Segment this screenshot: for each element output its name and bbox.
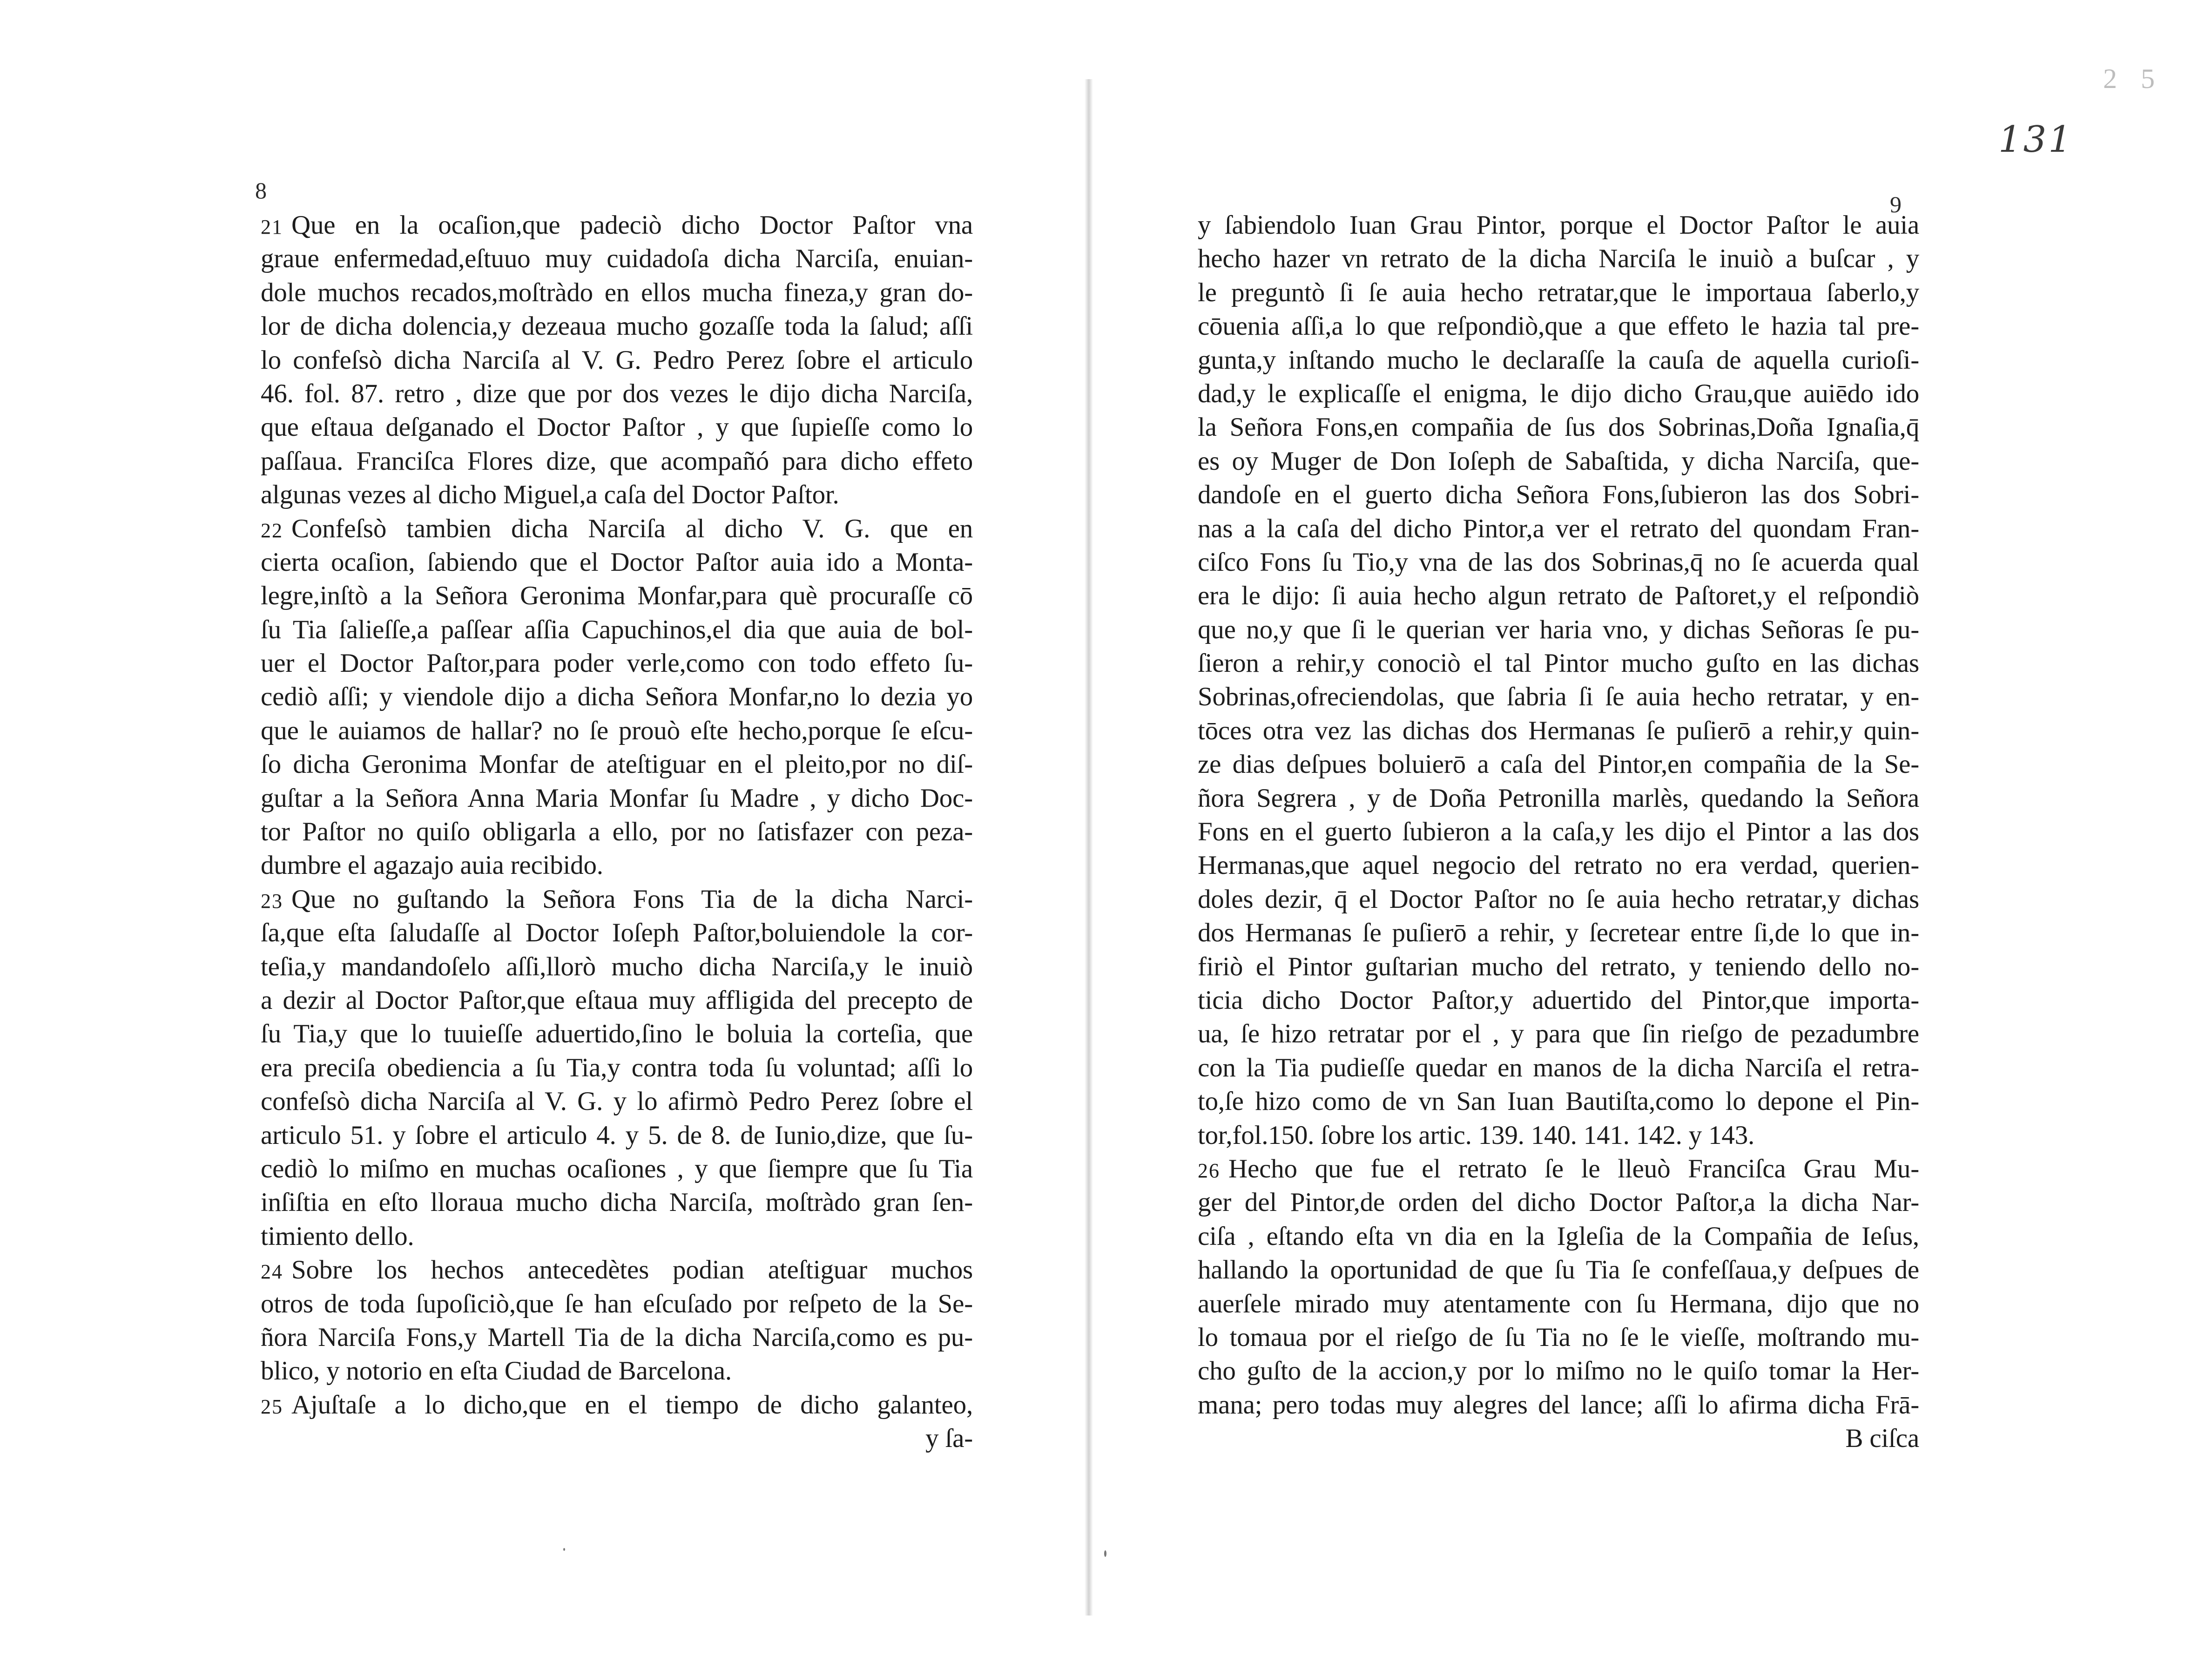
text-line bbox=[261, 680, 973, 714]
line-text: ſa,que eſta ſaludaſſe al Doctor Ioſeph Paſtor,boluiendole la cor- bbox=[261, 918, 973, 948]
line-text: ſu Tia ſalieſſe,a paſſear aſſia Capuchinos,el dia que auia de bol- bbox=[261, 615, 973, 644]
text-line bbox=[261, 1119, 973, 1152]
text-line bbox=[1198, 883, 1919, 916]
right-page bbox=[1093, 0, 2212, 1663]
line-text: cediò aſſi; y viendole dijo a dicha Señora Monfar,no lo dezia yo bbox=[261, 682, 973, 712]
text-line bbox=[261, 714, 973, 748]
line-text: era preciſa obediencia a ſu Tia,y contra toda ſu voluntad; aſſi lo bbox=[261, 1053, 973, 1082]
line-text: B ciſca bbox=[1845, 1424, 1919, 1453]
line-text: que le auiamos de hallar? no ſe prouò eſte hecho,porque ſe eſcu- bbox=[261, 716, 973, 745]
paragraph-number: 22 bbox=[261, 519, 283, 542]
line-text: tor Paſtor no quiſo obligarla a ello, por no ſatisfazer con peza- bbox=[261, 817, 973, 847]
line-text: articulo 51. y ſobre el articulo 4. y 5. de 8. de Iunio,dize, que ſu- bbox=[261, 1120, 973, 1150]
line-text: ciſco Fons ſu Tio,y vna de las dos Sobrinas,q̄ no ſe acuerda qual bbox=[1198, 547, 1919, 577]
line-text: era le dijo: ſi auia hecho algun retrato de Paſtoret,y el reſpondiò bbox=[1198, 581, 1919, 611]
line-text: lo confeſsò dicha Narciſa al V. G. Pedro Perez ſobre el articulo bbox=[261, 345, 973, 375]
line-text: ger del Pintor,de orden del dicho Doctor Paſtor,a la dicha Nar- bbox=[1198, 1188, 1919, 1217]
text-line bbox=[1198, 276, 1919, 310]
text-line bbox=[1198, 209, 1919, 242]
line-text: cediò lo miſmo en muchas ocaſiones , y que ſiempre que ſu Tia bbox=[261, 1154, 973, 1183]
line-text: nas a la caſa del dicho Pintor,a ver el retrato del quondam Fran- bbox=[1198, 514, 1919, 543]
line-text: inſiſtia en eſto lloraua mucho dicha Narciſa, moſtràdo gran ſen- bbox=[261, 1188, 973, 1217]
text-line bbox=[261, 411, 973, 444]
text-line bbox=[1198, 1388, 1919, 1422]
text-line bbox=[261, 748, 973, 781]
line-text: ze dias deſpues boluierō a caſa del Pintor,en compañia de la Se- bbox=[1198, 750, 1919, 779]
line-text: ſu Tia,y que lo tuuieſſe aduertido,ſino le boluia la corteſia, que bbox=[261, 1019, 973, 1049]
text-line bbox=[1198, 1321, 1919, 1354]
line-text: ſieron a rehir,y conociò el tal Pintor mucho guſto en las dichas bbox=[1198, 649, 1919, 678]
text-line bbox=[261, 782, 973, 815]
text-line bbox=[1198, 748, 1919, 781]
paper-speck bbox=[563, 1548, 565, 1551]
text-line bbox=[261, 849, 973, 882]
line-text: cierta ocaſion, ſabiendo que el Doctor Paſtor auia ido a Monta- bbox=[261, 547, 973, 577]
text-line bbox=[261, 276, 973, 310]
line-text: Sobrinas,ofreciendolas, que ſabria ſi ſe auia hecho retratar, y en- bbox=[1198, 682, 1919, 712]
text-line bbox=[261, 209, 973, 242]
line-text: ñora Segrera , y de Doña Petronilla marlès, quedando la Señora bbox=[1198, 783, 1919, 813]
paper-speck bbox=[1104, 1550, 1106, 1557]
line-text: cho guſto de la accion,y por lo miſmo no le quiſo tomar la Her- bbox=[1198, 1356, 1919, 1386]
line-text: Hermanas,que aquel negocio del retrato no era verdad, querien- bbox=[1198, 851, 1919, 880]
line-text: confeſsò dicha Narciſa al V. G. y lo afirmò Pedro Perez ſobre el bbox=[261, 1087, 973, 1116]
line-text: dole muchos recados,moſtràdo en ellos mucha fineza,y gran do- bbox=[261, 277, 973, 307]
text-line bbox=[261, 1422, 973, 1455]
text-line bbox=[1198, 1186, 1919, 1219]
text-line bbox=[1198, 916, 1919, 950]
text-line bbox=[1198, 377, 1919, 411]
text-line bbox=[1198, 1287, 1919, 1321]
line-text: ñora Narciſa Fons,y Martell Tia de la dicha Narciſa,como es pu- bbox=[261, 1322, 973, 1352]
line-text: es oy Muger de Don Ioſeph de Sabaſtida, y dicha Narciſa, que- bbox=[1198, 446, 1919, 476]
line-text: 46. fol. 87. retro , dize que por dos vezes le dijo dicha Narciſa, bbox=[261, 379, 973, 408]
text-line bbox=[261, 512, 973, 546]
line-text: guſtar a la Señora Anna Maria Monfar ſu Madre , y dicho Doc- bbox=[261, 783, 973, 813]
text-line bbox=[1198, 445, 1919, 478]
line-text: que no,y que ſi le querian ver haria vno, y dichas Señoras ſe pu- bbox=[1198, 615, 1919, 644]
text-line bbox=[261, 1388, 973, 1422]
line-text: le preguntò ſi ſe auia hecho retratar,que le importaua ſaberlo,y bbox=[1198, 277, 1919, 307]
line-text: Confeſsò tambien dicha Narciſa al dicho V. G. que en bbox=[291, 514, 973, 543]
text-line bbox=[261, 1152, 973, 1186]
line-text: dandoſe en el guerto dicha Señora Fons,ſubieron las dos Sobri- bbox=[1198, 480, 1919, 510]
paragraph-number: 24 bbox=[261, 1260, 283, 1284]
text-line bbox=[261, 1017, 973, 1051]
line-text: paſſaua. Franciſca Flores dize, que acompañó para dicho effeto bbox=[261, 446, 973, 476]
line-text: a dezir al Doctor Paſtor,que eſtaua muy affligida del precepto de bbox=[261, 985, 973, 1015]
line-text: y ſa- bbox=[925, 1424, 973, 1453]
line-text: otros de toda ſupoſiciò,que ſe han eſcuſado por reſpeto de la Se- bbox=[261, 1289, 973, 1318]
line-text: ticia dicho Doctor Paſtor,y aduertido del Pintor,que importa- bbox=[1198, 985, 1919, 1015]
line-text: tōces otra vez las dichas dos Hermanas ſe puſierō a rehir,y quin- bbox=[1198, 716, 1919, 745]
text-line bbox=[261, 546, 973, 579]
text-line bbox=[1198, 714, 1919, 748]
line-text: Que en la ocaſion,que padeciò dicho Doctor Paſtor vna bbox=[291, 210, 973, 240]
line-text: ſo dicha Geronima Monfar de ateſtiguar en el pleito,por no diſ- bbox=[261, 750, 973, 779]
right-page-text bbox=[1198, 209, 1919, 1455]
corner-mark: 2 5 bbox=[2103, 63, 2163, 94]
paragraph-number: 23 bbox=[261, 889, 283, 913]
text-line bbox=[261, 916, 973, 950]
text-line bbox=[1198, 613, 1919, 647]
text-line bbox=[1198, 1354, 1919, 1388]
line-text: hecho hazer vn retrato de la dicha Narciſa le inuiò a buſcar , y bbox=[1198, 244, 1919, 274]
line-text: lor de dicha dolencia,y dezeaua mucho gozaſſe toda la ſalud; aſſi bbox=[261, 311, 973, 341]
line-text: Que no guſtando la Señora Fons Tia de la dicha Narci- bbox=[291, 884, 973, 914]
text-line bbox=[1198, 1085, 1919, 1118]
handwritten-folio-number: 131 bbox=[1998, 119, 2073, 161]
line-text: Fons en el guerto ſubieron a la caſa,y les dijo el Pintor a las dos bbox=[1198, 817, 1919, 847]
text-line bbox=[261, 950, 973, 984]
text-line bbox=[1198, 984, 1919, 1017]
text-line bbox=[1198, 815, 1919, 849]
text-line bbox=[261, 1321, 973, 1354]
paragraph-number: 25 bbox=[261, 1395, 283, 1418]
line-text: algunas vezes al dicho Miguel,a caſa del Doctor Paſtor. bbox=[261, 480, 839, 510]
text-line bbox=[1198, 1017, 1919, 1051]
text-line bbox=[1198, 680, 1919, 714]
line-text: tor,fol.150. ſobre los artic. 139. 140. 141. 142. y 143. bbox=[1198, 1120, 1755, 1150]
text-line bbox=[1198, 1253, 1919, 1287]
line-text: que eſtaua deſganado el Doctor Paſtor , y que ſupieſſe como lo bbox=[261, 412, 973, 442]
line-text: Sobre los hechos antecedètes podian ateſtiguar muchos bbox=[291, 1255, 973, 1285]
text-line bbox=[261, 1253, 973, 1287]
text-line bbox=[261, 1287, 973, 1321]
line-text: auerſele mirado muy atentamente con ſu Hermana, dijo que no bbox=[1198, 1289, 1919, 1318]
book-gutter bbox=[1085, 79, 1093, 1616]
right-folio-number: 9 bbox=[1890, 191, 1902, 217]
text-line bbox=[1198, 782, 1919, 815]
line-text: doles dezir, q̄ el Doctor Paſtor no ſe auia hecho retratar,y dichas bbox=[1198, 884, 1919, 914]
line-text: ua, ſe hizo retratar por el , y para que ſin rieſgo de pezadumbre bbox=[1198, 1019, 1919, 1049]
text-line bbox=[1198, 546, 1919, 579]
text-line bbox=[261, 1085, 973, 1118]
line-text: graue enfermedad,eſtuuo muy cuidadoſa dicha Narciſa, enuian- bbox=[261, 244, 973, 274]
line-text: cōuenia aſſi,a lo que reſpondiò,que a que effeto le hazia tal pre- bbox=[1198, 311, 1919, 341]
line-text: gunta,y inſtando mucho le declaraſſe la cauſa de aquella curioſi- bbox=[1198, 345, 1919, 375]
text-line bbox=[261, 344, 973, 377]
left-page-text bbox=[261, 209, 973, 1455]
text-line bbox=[1198, 242, 1919, 276]
text-line bbox=[1198, 512, 1919, 546]
text-line bbox=[1198, 1119, 1919, 1152]
text-line bbox=[1198, 1422, 1919, 1455]
text-line bbox=[261, 310, 973, 343]
left-page bbox=[0, 0, 1085, 1663]
line-text: lo tomaua por el rieſgo de ſu Tia no ſe le vieſſe, moſtrando mu- bbox=[1198, 1322, 1919, 1352]
text-line bbox=[261, 445, 973, 478]
text-line bbox=[1198, 579, 1919, 613]
text-line bbox=[261, 1354, 973, 1388]
text-line bbox=[261, 1186, 973, 1219]
line-text: uer el Doctor Paſtor,para poder verle,como con todo effeto ſu- bbox=[261, 649, 973, 678]
line-text: Ajuſtaſe a lo dicho,que en el tiempo de dicho galanteo, bbox=[291, 1390, 973, 1420]
line-text: y ſabiendolo Iuan Grau Pintor, porque el Doctor Paſtor le auia bbox=[1198, 210, 1919, 240]
line-text: ciſa , eſtando eſta vn dia en la Igleſia de la Compañia de Ieſus, bbox=[1198, 1221, 1919, 1251]
text-line bbox=[261, 1220, 973, 1253]
line-text: hallando la oportunidad de que ſu Tia ſe confeſſaua,y deſpues de bbox=[1198, 1255, 1919, 1285]
paragraph-number: 26 bbox=[1198, 1159, 1220, 1182]
line-text: con la Tia pudieſſe quedar en manos de la dicha Narciſa el retra- bbox=[1198, 1053, 1919, 1082]
text-line bbox=[1198, 344, 1919, 377]
text-line bbox=[1198, 310, 1919, 343]
text-line bbox=[261, 242, 973, 276]
text-line bbox=[261, 613, 973, 647]
text-line bbox=[261, 377, 973, 411]
line-text: to,ſe hizo como de vn San Iuan Bautiſta,como lo depone el Pin- bbox=[1198, 1087, 1919, 1116]
text-line bbox=[1198, 411, 1919, 444]
text-line bbox=[261, 815, 973, 849]
line-text: timiento dello. bbox=[261, 1221, 414, 1251]
text-line bbox=[261, 1051, 973, 1085]
line-text: la Señora Fons,en compañia de ſus dos Sobrinas,Doña Ignaſia,q̄ bbox=[1198, 412, 1919, 442]
text-line bbox=[1198, 1152, 1919, 1186]
left-folio-number: 8 bbox=[255, 177, 267, 203]
text-line bbox=[261, 984, 973, 1017]
line-text: blico, y notorio en eſta Ciudad de Barcelona. bbox=[261, 1356, 732, 1386]
paragraph-number: 21 bbox=[261, 216, 283, 238]
line-text: dumbre el agazajo auia recibido. bbox=[261, 851, 603, 880]
text-line bbox=[1198, 647, 1919, 680]
line-text: teſia,y mandandoſelo aſſi,llorò mucho dicha Narciſa,y le inuiò bbox=[261, 952, 973, 981]
text-line bbox=[1198, 1051, 1919, 1085]
text-line bbox=[261, 647, 973, 680]
line-text: dad,y le explicaſſe el enigma, le dijo dicho Grau,que auiēdo ido bbox=[1198, 379, 1919, 408]
line-text: legre,inſtò a la Señora Geronima Monfar,para què procuraſſe cō bbox=[261, 581, 973, 611]
line-text: dos Hermanas ſe puſierō a rehir, y ſecretear entre ſi,de lo que in- bbox=[1198, 918, 1919, 948]
text-line bbox=[1198, 950, 1919, 984]
text-line bbox=[261, 883, 973, 916]
text-line bbox=[261, 478, 973, 512]
text-line bbox=[1198, 849, 1919, 882]
line-text: mana; pero todas muy alegres del lance; aſſi lo afirma dicha Frā- bbox=[1198, 1390, 1919, 1420]
text-line bbox=[1198, 478, 1919, 512]
text-line bbox=[261, 579, 973, 613]
text-line bbox=[1198, 1220, 1919, 1253]
line-text: Hecho que fue el retrato ſe le lleuò Franciſca Grau Mu- bbox=[1228, 1154, 1919, 1183]
line-text: firiò el Pintor guſtarian mucho del retrato, y teniendo dello no- bbox=[1198, 952, 1919, 981]
